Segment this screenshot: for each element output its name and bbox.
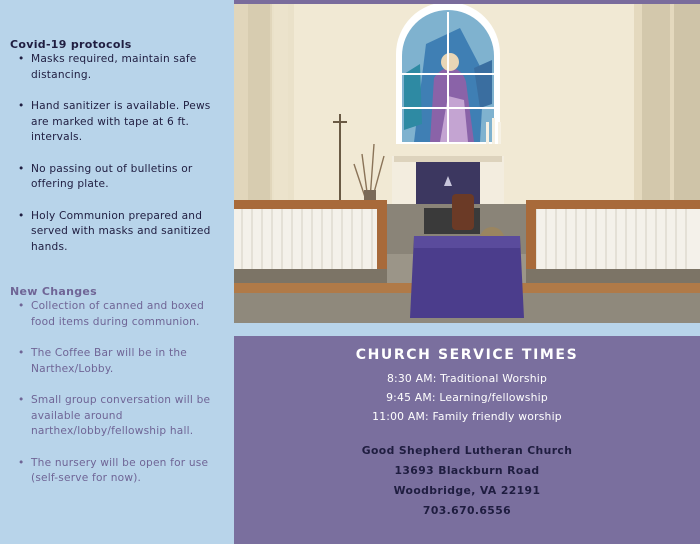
covid-protocols-list [10,52,224,255]
chancel-illustration [234,4,700,323]
church-interior-photo [234,0,700,323]
church-name: Good Shepherd Lutheran Church [361,444,573,457]
church-street: 13693 Blackburn Road [394,464,540,477]
list-item: • Masks required, maintain safe distancing. [10,52,224,83]
service-times-list [234,369,700,426]
list-item: • The nursery will be open for use (self-serve for now). [10,456,224,487]
service-time-item: 11:00 AM: Family friendly worship [372,410,562,423]
church-city: Woodbridge, VA 22191 [393,484,541,497]
protocols-column [0,0,234,544]
list-item: • Small group conversation will be available around narthex/lobby/fellowship hall. [10,393,224,440]
list-item: • The Coffee Bar will be in the Narthex/Lobby. [10,346,224,377]
new-changes-heading: New Changes [10,285,97,298]
list-item: • Collection of canned and boxed food items during communion. [10,299,224,330]
service-time-item: 9:45 AM: Learning/fellowship [386,391,548,404]
service-time-item: 8:30 AM: Traditional Worship [386,372,548,385]
list-item: • No passing out of bulletins or offering plate. [10,162,224,193]
new-changes-list [10,299,224,487]
service-times-title: CHURCH SERVICE TIMES [355,347,579,363]
service-times-panel [234,336,700,544]
list-item: • Hand sanitizer is available. Pews are marked with tape at 6 ft. intervals. [10,99,224,146]
list-item: • Holy Communion prepared and served with masks and sanitized hands. [10,209,224,256]
church-contact [234,441,700,521]
church-phone: 703.670.6556 [422,504,512,517]
covid-protocols-heading: Covid-19 protocols [10,38,132,51]
